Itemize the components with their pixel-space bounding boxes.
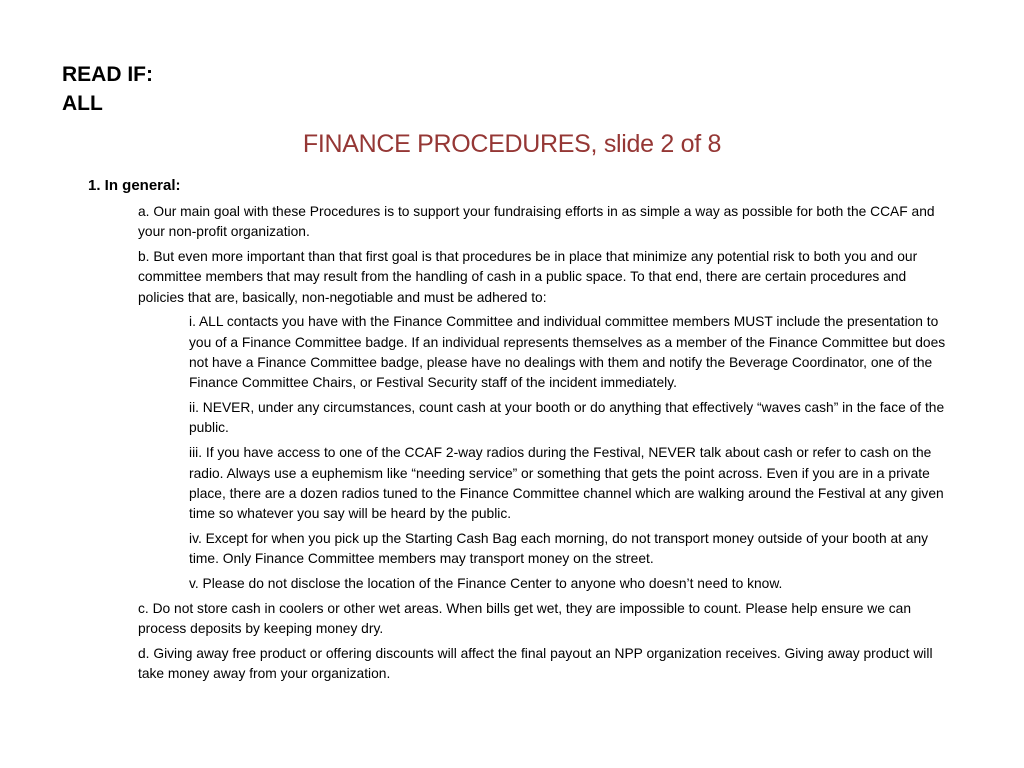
list-item-a: a. Our main goal with these Procedures is to support your fundraising efforts in as simple a way as possible for both the CCAF and your non-profit organization. [138, 204, 935, 240]
list-item-b-i: i. ALL contacts you have with the Finance Committee and individual committee members MUST include the presentation to you of a Finance Committee badge. If an individual represents themselves as a member of the Finance Committee but does not have a Finance Committee badge, please have no dealings with them and notify the Beverage Coordinator, one of the Finance Committee Chairs, or Festival Security staff of the incident immediately. [189, 314, 946, 391]
slide-title: FINANCE PROCEDURES, slide 2 of 8 [302, 130, 722, 158]
list-item-c: c. Do not store cash in coolers or other wet areas. When bills get wet, they are impossible to count. Please help ensure we can process deposits by keeping money dry. [138, 600, 912, 637]
list-item-b-iii: iii. If you have access to one of the CCAF 2-way radios during the Festival, NEVER talk about cash or refer to cash on the radio. Always use a euphemism like “needing service” or something that gets the point across. Even if you are in a private place, there are a dozen radios tuned to the Finance Committee channel which are walking around the Festival at any given time so whatever you say will be heard by the public. [189, 445, 944, 522]
list-item-b-iv: iv. Except for when you pick up the Starting Cash Bag each morning, do not transport money outside of your booth at any time. Only Finance Committee members may transport money on the street. [189, 530, 929, 567]
read-if-line: READ IF: [62, 63, 153, 86]
read-if-label [62, 60, 153, 118]
list-item-d: d. Giving away free product or offering discounts will affect the final payout an NPP organization receives. Giving away product will take money away from your organization. [138, 645, 933, 682]
read-if-audience: ALL [62, 92, 103, 115]
procedure-list [138, 202, 948, 689]
section-heading: 1. In general: [88, 177, 181, 194]
list-item-b: b. But even more important than that first goal is that procedures be in place that minimize any potential risk to both you and our committee members that may result from the handling of cash in a public space. To that end, there are certain procedures and policies that are, basically, non-negotiable and must be adhered to: [138, 249, 918, 305]
list-item-b-ii: ii. NEVER, under any circumstances, count cash at your booth or do anything that effectively “waves cash” in the face of the public. [189, 400, 945, 436]
list-item-b-v: v. Please do not disclose the location of the Finance Center to anyone who doesn’t need to know. [189, 576, 783, 592]
